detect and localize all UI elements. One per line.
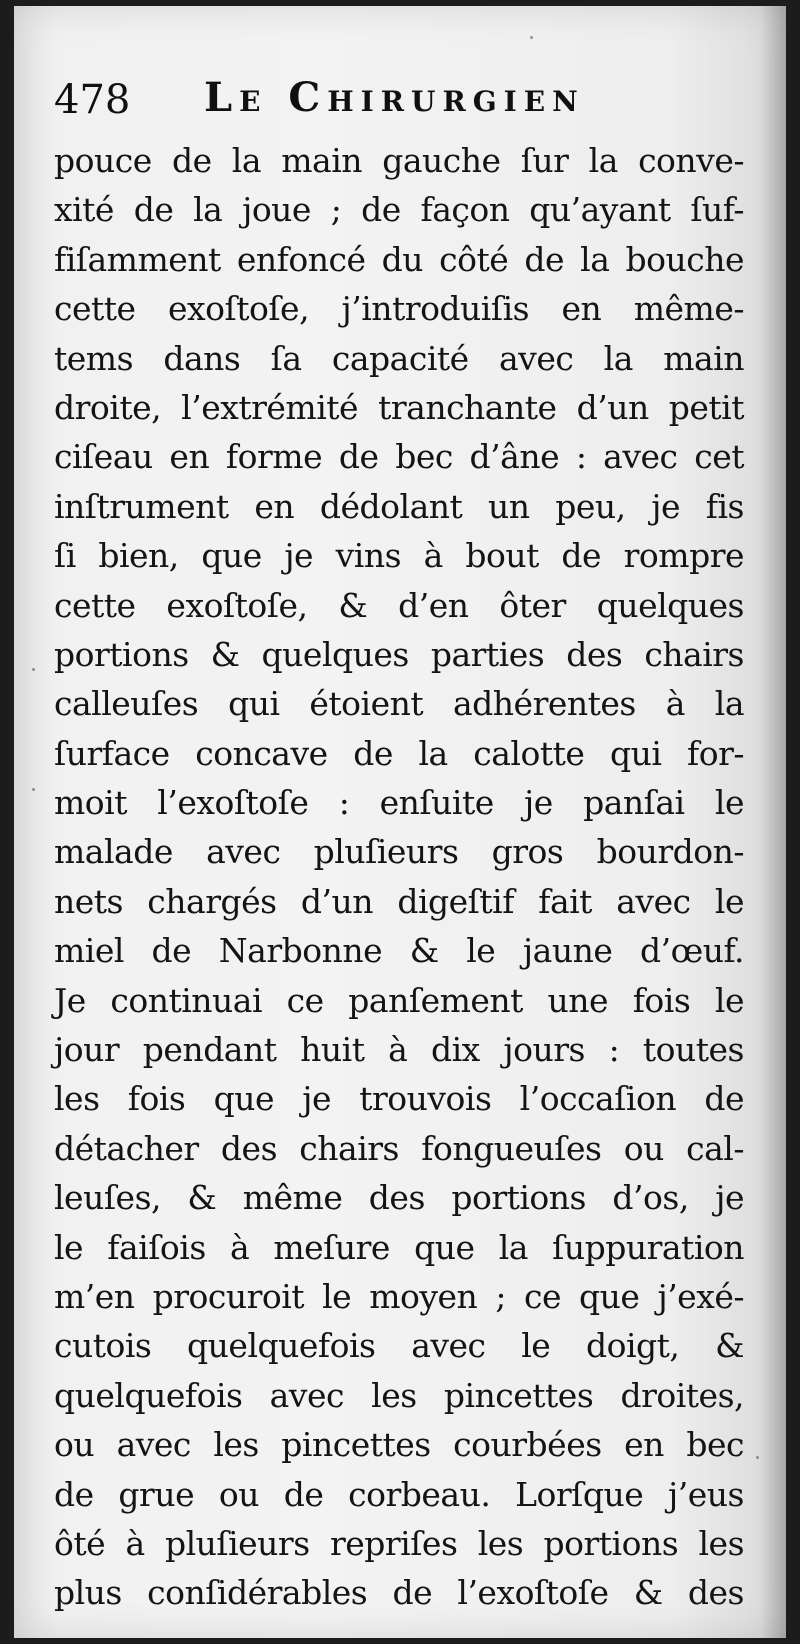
text-line: calleuſes qui étoient adhérentes à la (54, 684, 744, 724)
book-page (14, 6, 786, 1638)
paper-speck (32, 788, 35, 791)
text-line: plus conſidérables de l’exoſtoſe & des (54, 1573, 744, 1613)
paper-speck (756, 1456, 759, 1459)
text-line: moit l’exoſtoſe : enſuite je panſai le (54, 783, 744, 823)
text-line: quelquefois avec les pincettes droites, (54, 1375, 744, 1415)
text-line: inſtrument en dédolant un peu, je fis (54, 486, 744, 526)
text-line: tems dans ſa capacité avec la main (54, 338, 744, 378)
text-line: portions & quelques parties des chairs (54, 634, 744, 674)
paper-speck (32, 668, 35, 671)
text-line: cutois quelquefois avec le doigt, & (54, 1326, 744, 1366)
text-line: leuſes, & même des portions d’os, je (54, 1178, 744, 1218)
text-line: ou avec les pincettes courbées en bec (54, 1425, 744, 1465)
text-line: les fois que je trouvois l’occaſion de (54, 1079, 744, 1119)
text-line: le faiſois à meſure que la ſuppuration (54, 1227, 744, 1267)
page-header (54, 70, 704, 130)
text-line: nets chargés d’un digeſtif fait avec le (54, 881, 744, 921)
page-edge-shadow (760, 6, 786, 1638)
text-line: détacher des chairs fongueuſes ou cal- (54, 1128, 744, 1168)
text-line: jour pendant huit à dix jours : toutes (54, 1030, 744, 1070)
text-line: malade avec pluſieurs gros bourdon- (54, 832, 744, 872)
text-line: ciſeau en forme de bec d’âne : avec cet (54, 437, 744, 477)
text-line: ôté à pluſieurs repriſes les portions les (54, 1523, 744, 1563)
text-line: ſi bien, que je vins à bout de rompre (54, 536, 744, 576)
text-line: ſurface concave de la calotte qui for- (54, 733, 744, 773)
text-line: Je continuai ce panſement une fois le (54, 980, 744, 1020)
text-line: cette exoſtoſe, & d’en ôter quelques (54, 585, 744, 625)
text-line: de grue ou de corbeau. Lorſque j’eus (54, 1474, 744, 1514)
text-line: xité de la joue ; de façon qu’ayant ſuf- (54, 190, 744, 230)
text-line: fiſamment enfoncé du côté de la bouche (54, 239, 744, 279)
text-line: cette exoſtoſe, j’introduiſis en même- (54, 289, 744, 329)
running-head: Le Chirurgien (204, 74, 585, 121)
body-text (54, 136, 744, 1618)
text-line: pouce de la main gauche ſur la conve- (54, 141, 744, 180)
text-line: m’en procuroit le moyen ; ce que j’exé- (54, 1276, 744, 1316)
page-number: 478 (54, 77, 131, 123)
paper-speck (530, 36, 533, 39)
text-line: droite, l’extrémité tranchante d’un petit (54, 387, 744, 427)
text-line: miel de Narbonne & le jaune d’œuf. (54, 931, 744, 971)
